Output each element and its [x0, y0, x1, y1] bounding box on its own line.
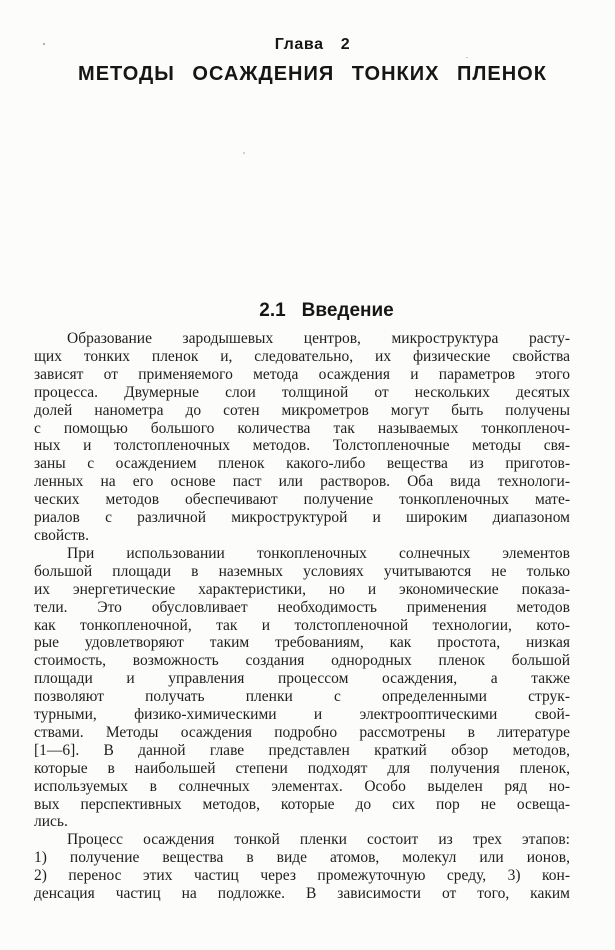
- text-line: риалов с различной микроструктурой и широким диапазоном: [34, 509, 570, 527]
- text-line: 1) получение вещества в виде атомов, молекул или ионов,: [34, 849, 570, 867]
- section-heading: [0, 300, 615, 322]
- text-line: вых перспективных методов, которые до сих пор не освеща-: [34, 795, 570, 813]
- chapter-title: МЕТОДЫ ОСАЖДЕНИЯ ТОНКИХ ПЛЕНОК: [78, 63, 547, 85]
- paragraph: [34, 330, 570, 545]
- text-line: большой площади в наземных условиях учитываются не только: [34, 562, 570, 580]
- text-line: 2) перенос этих частиц через промежуточную среду, 3) кон-: [34, 867, 570, 885]
- text-line: При использовании тонкопленочных солнечных элементов: [67, 544, 570, 562]
- section-number: 2.1: [259, 300, 286, 321]
- text-line: зависят от применяемого метода осаждения и параметров этого: [34, 365, 570, 383]
- text-line: лись.: [34, 813, 68, 831]
- text-line: денсация частиц на подложке. В зависимости от того, каким: [34, 885, 570, 903]
- scan-speck: [243, 152, 245, 154]
- paragraph: [34, 545, 570, 832]
- text-line: турными, физико-химическими и электрооптическими свой-: [34, 706, 570, 724]
- text-line: стоимость, возможность создания однородных пленок большой: [34, 652, 570, 670]
- text-line: ных и толстопленочных методов. Толстопленочные методы свя-: [34, 437, 570, 455]
- chapter-heading: [0, 36, 615, 86]
- chapter-label: Глава 2: [274, 36, 351, 53]
- section-title: Введение: [301, 300, 394, 321]
- text-line: щих тонких пленок и, следовательно, их физические свойства: [34, 347, 570, 365]
- text-line: их энергетические характеристики, но и экономические показа-: [34, 580, 570, 598]
- text-line: свойств.: [34, 526, 89, 544]
- body-text: [34, 330, 570, 903]
- text-line: которые в наибольшей степени подходят для получения пленок,: [34, 759, 570, 777]
- paragraph: [34, 831, 570, 903]
- text-line: как тонкопленочной, так и толстопленочной технологии, кото-: [34, 616, 570, 634]
- text-line: [1—6]. В данной главе представлен краткий обзор методов,: [34, 741, 570, 759]
- text-line: ческих методов обеспечивают получение тонкопленочных мате-: [34, 491, 570, 509]
- text-line: заны с осаждением пленок какого-либо вещества из приготов-: [34, 455, 570, 473]
- text-line: тели. Это обусловливает необходимость применения методов: [34, 598, 570, 616]
- text-line: позволяют получать пленки с определенными струк-: [34, 688, 570, 706]
- text-line: площади и управления процессом осаждения, а также: [34, 670, 570, 688]
- text-line: долей нанометра до сотен микрометров могут быть получены: [34, 401, 570, 419]
- text-line: ленных на его основе паст или растворов. Оба вида технологи-: [34, 473, 570, 491]
- text-line: Процесс осаждения тонкой пленки состоит из трех этапов:: [67, 831, 570, 849]
- text-line: ствами. Методы осаждения подробно рассмотрены в литературе: [34, 723, 570, 741]
- text-line: рые удовлетворяют таким требованиям, как простота, низкая: [34, 634, 570, 652]
- text-line: используемых в солнечных элементах. Особо выделен ряд но-: [34, 777, 570, 795]
- text-line: Образование зародышевых центров, микроструктура расту-: [67, 330, 570, 347]
- text-line: с помощью большого количества так называемых тонкопленоч-: [34, 419, 570, 437]
- text-line: процесса. Двумерные слои толщиной от нескольких десятых: [34, 383, 570, 401]
